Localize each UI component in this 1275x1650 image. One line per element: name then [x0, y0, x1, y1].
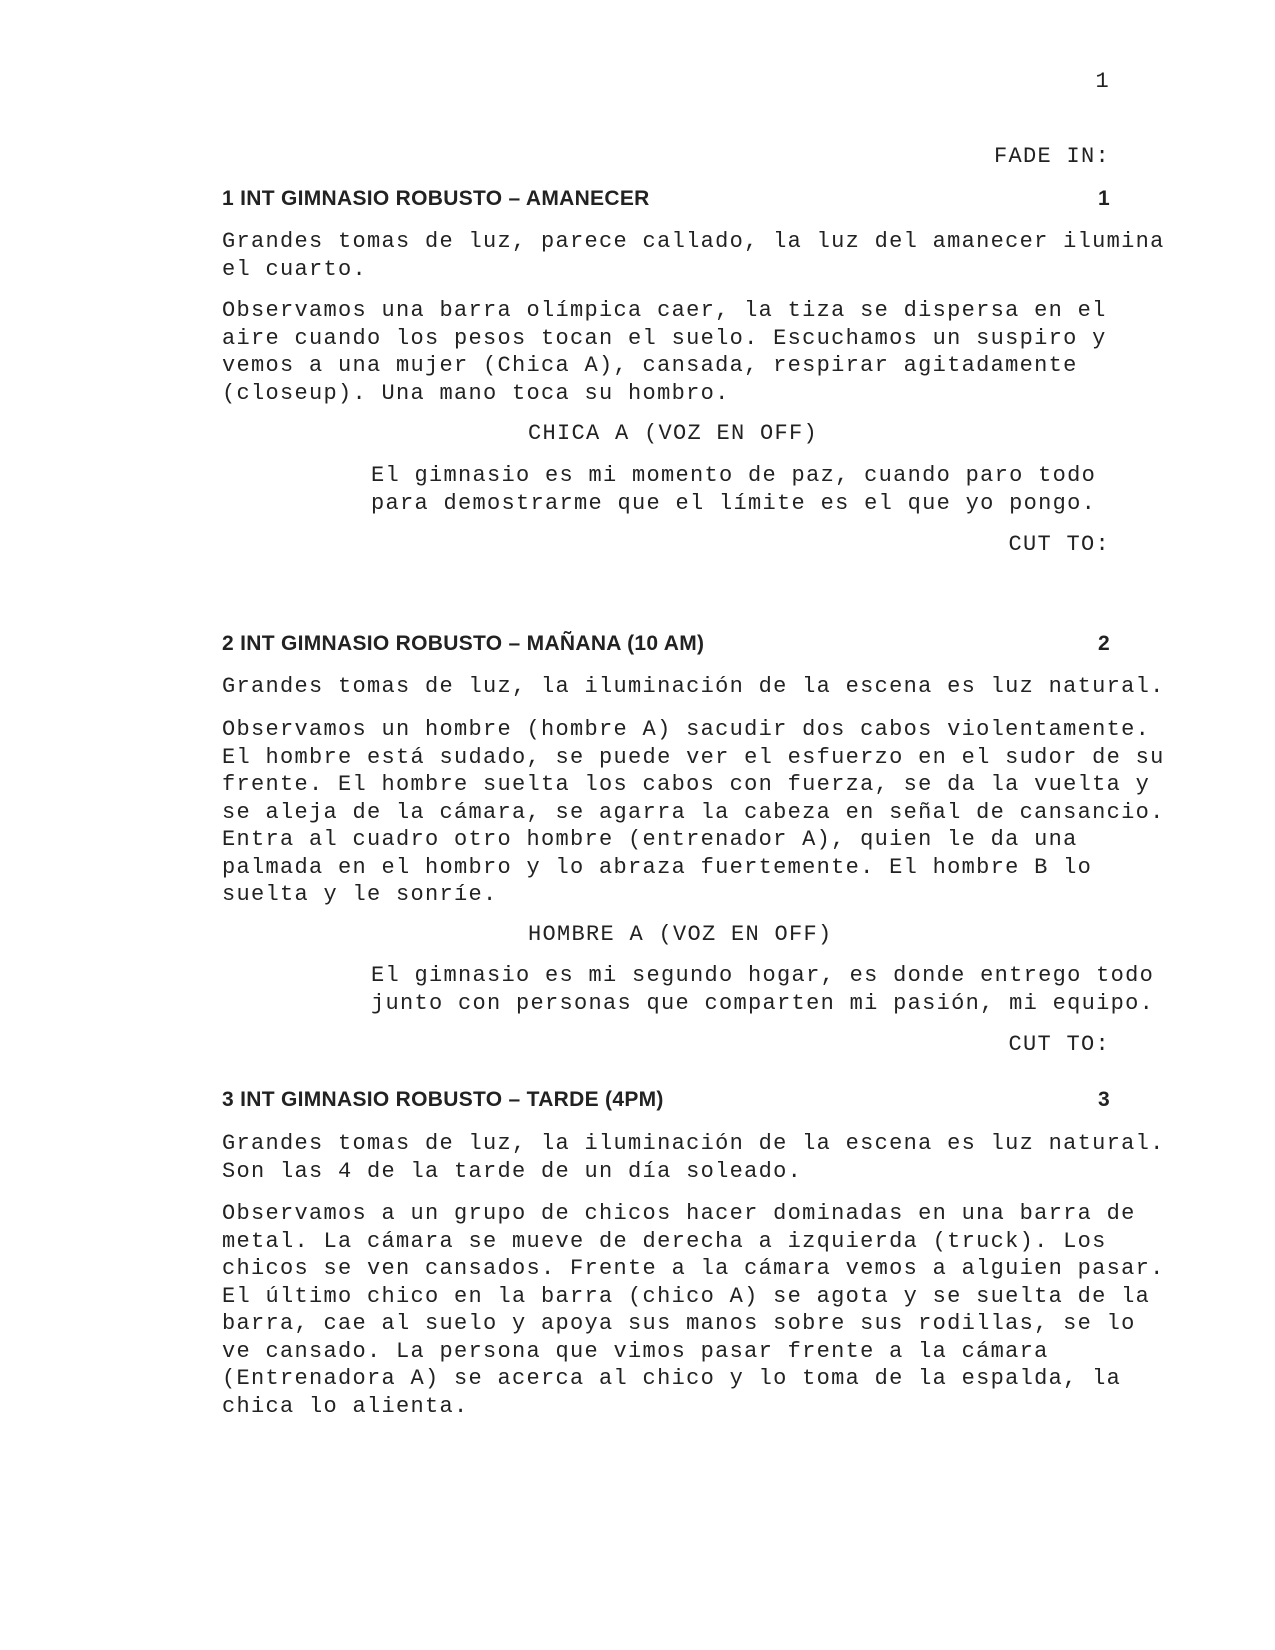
- action-line: (Entrenadora A) se acerca al chico y lo toma de la espalda, la: [222, 1366, 1122, 1391]
- scene-number-right: 1: [1098, 187, 1110, 210]
- scene-heading-3: [222, 1088, 1110, 1112]
- action-line: se aleja de la cámara, se agarra la cabeza en señal de cansancio.: [222, 799, 1165, 825]
- action-line: chicos se ven cansados. Frente a la cámara vemos a alguien pasar.: [222, 1256, 1165, 1281]
- dialogue-line: para demostrarme que el límite es el que yo pongo.: [371, 490, 1097, 516]
- scene-heading-text: 3 INT GIMNASIO ROBUSTO – TARDE (4PM): [222, 1088, 664, 1111]
- scene-1-action-2: [222, 297, 1122, 407]
- scene-number-right: 3: [1098, 1088, 1110, 1111]
- action-line: Entra al cuadro otro hombre (entrenador A), quien le da una: [222, 827, 1078, 852]
- action-line: Observamos a un grupo de chicos hacer dominadas en una barra de: [222, 1201, 1136, 1226]
- action-line: Grandes tomas de luz, parece callado, la luz del amanecer ilumina: [222, 229, 1165, 254]
- action-line: El último chico en la barra (chico A) se agota y se suelta de la: [222, 1283, 1151, 1309]
- action-line: el cuarto.: [222, 256, 368, 282]
- dialogue-line: El gimnasio es mi segundo hogar, es donde entrego todo: [371, 963, 1155, 988]
- scene-3-action-1: [222, 1130, 1165, 1185]
- action-line: vemos a una mujer (Chica A), cansada, respirar agitadamente: [222, 353, 1078, 378]
- action-line: Observamos una barra olímpica caer, la tiza se dispersa en el: [222, 298, 1107, 323]
- scene-heading-1: [222, 187, 1110, 211]
- scene-heading-text: 2 INT GIMNASIO ROBUSTO – MAÑANA (10 AM): [222, 632, 705, 655]
- cut-to-transition: CUT TO:: [1008, 532, 1110, 557]
- action-line: Observamos un hombre (hombre A) sacudir dos cabos violentamente.: [222, 717, 1151, 742]
- dialogue-block: [371, 962, 1155, 1017]
- dialogue-block: [371, 462, 1131, 517]
- action-line: Grandes tomas de luz, la iluminación de la escena es luz natural.: [222, 1131, 1165, 1156]
- scene-1-action-1: [222, 228, 1165, 283]
- scene-2-action-1: [222, 673, 1165, 701]
- scene-heading-2: [222, 632, 1110, 656]
- scene-2-action-2: [222, 716, 1165, 909]
- character-name: CHICA A (VOZ EN OFF): [528, 421, 819, 446]
- fade-in-transition: FADE IN:: [993, 144, 1110, 169]
- scene-heading-text: 1 INT GIMNASIO ROBUSTO – AMANECER: [222, 187, 650, 210]
- action-line: Grandes tomas de luz, la iluminación de la escena es luz natural.: [222, 674, 1165, 699]
- action-line: metal. La cámara se mueve de derecha a izquierda (truck). Los: [222, 1228, 1107, 1254]
- action-line: chica lo alienta.: [222, 1393, 469, 1419]
- character-name: HOMBRE A (VOZ EN OFF): [528, 922, 833, 947]
- action-line: barra, cae al suelo y apoya sus manos sobre sus rodillas, se lo: [222, 1311, 1136, 1336]
- action-line: frente. El hombre suelta los cabos con fuerza, se da la vuelta y: [222, 772, 1151, 797]
- cut-to-transition: CUT TO:: [1008, 1032, 1110, 1057]
- action-line: suelta y le sonríe.: [222, 882, 498, 907]
- action-line: Son las 4 de la tarde de un día soleado.: [222, 1158, 803, 1184]
- action-line: aire cuando los pesos tocan el suelo. Escuchamos un suspiro y: [222, 325, 1107, 351]
- dialogue-line: El gimnasio es mi momento de paz, cuando paro todo: [371, 463, 1097, 488]
- page-number: 1: [1095, 69, 1110, 94]
- action-line: palmada en el hombro y lo abraza fuertemente. El hombre B lo: [222, 854, 1093, 880]
- action-line: ve cansado. La persona que vimos pasar frente a la cámara: [222, 1338, 1049, 1364]
- scene-number-right: 2: [1098, 632, 1110, 655]
- scene-3-action-2: [222, 1200, 1165, 1420]
- action-line: (closeup). Una mano toca su hombro.: [222, 380, 730, 406]
- action-line: El hombre está sudado, se puede ver el esfuerzo en el sudor de su: [222, 744, 1165, 770]
- dialogue-line: junto con personas que comparten mi pasión, mi equipo.: [371, 990, 1155, 1016]
